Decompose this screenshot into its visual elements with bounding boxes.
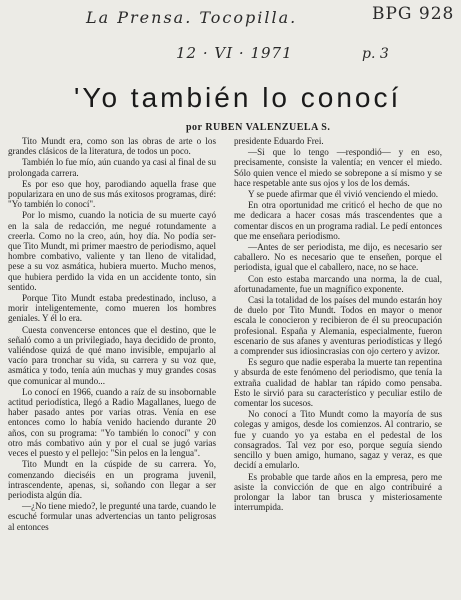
paragraph: Es probable que tarde años en la empresa, pero me asiste la convicción de que en algo contribuiré a prolongar la labor tan brusca y misteriosamente interrumpida. [234, 471, 442, 513]
paragraph: —Antes de ser periodista, me dijo, es necesario ser caballero. No es necesario que te enseñen, porque el periodista, igual que el caballero, nace, no se hace. [234, 242, 442, 273]
article-title: 'Yo también lo conocí [74, 82, 402, 113]
paragraph: Tito Mundt en la cúspide de su carrera. Yo, comenzando dieciséis en un programa juvenil, intrascendente, apenas, si, soñando con llegar a ser periodista algún día. [8, 459, 216, 500]
paragraph: —Si que lo tengo —respondió— y en eso, precisamente, consiste la valentía; en vencer el miedo. Sólo quien vence el miedo se sobrepone a sí mismo y se hace respetable ante sus ojos y los de los demás. [234, 147, 442, 188]
paragraph: Y se puede afirmar que él vivió venciendo el miedo. [248, 189, 439, 200]
article-column-left [8, 136, 216, 600]
handwritten-catalog-code: BPG 928 [372, 4, 455, 24]
paragraph: Es seguro que nadie esperaba la muerte tan repentina y absurda de este fenómeno del periodismo, que tenía la extraña cualidad de hablar tan rápido como pensaba. Esto le sirvió para su característico y peculiar estilo de comentar los sucesos. [234, 357, 442, 409]
paragraph: Porque Tito Mundt estaba predestinado, incluso, a morir inteligentemente, como mueren los hombres geniales. Y él lo era. [8, 293, 216, 324]
paragraph: Tito Mundt era, como son las obras de arte o los grandes clásicos de la literatura, de todos un poco. [8, 136, 216, 157]
paragraph: No conocí a Tito Mundt como la mayoría de sus colegas y amigos, desde los comienzos. Al contrario, se fue y cuando yo ya estaba en el pedestal de los consagrados. Tal vez por eso, porque seguía siendo sencillo y buen amigo, humano, sagaz y veraz, es que decidí a emularlo. [234, 409, 442, 471]
paragraph: También lo fue mío, aún cuando ya casi al final de su prolongada carrera. [8, 157, 216, 178]
paragraph: —¿No tiene miedo?, le pregunté una tarde, cuando le escuché formular unas advertencias un tanto peligrosas al entonces [8, 501, 216, 532]
paragraph: Con esto estaba marcando una norma, la de cual, afortunadamente, fue un magnífico exponente. [234, 273, 442, 294]
paragraph: Es por eso que hoy, parodiando aquella frase que popularizara en uno de sus más exitosos programas, diré: "Yo también lo conocí". [8, 178, 216, 210]
article-column-right [234, 136, 442, 600]
handwritten-page: p. 3 [362, 46, 389, 62]
paragraph: En otra oportunidad me criticó el hecho de que no me dedicara a hacer cosas más trascendentes que a comentar discos en un programa radial. Le pedí entonces que me enseñara periodismo. [234, 200, 442, 241]
paragraph: Cuesta convencerse entonces que el destino, que le señaló como a un privilegiado, haya decidido de pronto, valiéndose quizá de qué mano invisible, empujarlo al vacío para tronchar su vida, su carrera y su voz que, asmática y todo, tenía aún muchas y muy grandes cosas que comunicar al mundo... [8, 324, 216, 386]
handwritten-date: 12 · VI · 1971 [176, 44, 293, 62]
paragraph: Lo conocí en 1966, cuando a raíz de su insobornable actitud periodística, llegó a Radio Magallanes, luego de haber pasado antes por varias otras. Venía en ese entonces como lo había venido haciendo durante 20 años, con su programa: "Yo también lo conocí" y con otro más combativo aún y por el cual se jugó varias veces el puesto y el pellejo: "Sin pelos en la lengua". [8, 386, 216, 459]
paragraph: presidente Eduardo Frei. [234, 136, 324, 146]
handwritten-source: La Prensa. Tocopilla. [86, 8, 298, 27]
article-byline: por RUBEN VALENZUELA S. [186, 122, 331, 133]
paragraph: Por lo mismo, cuando la noticia de su muerte cayó en la sala de redacción, me negué rotundamente a creerla. Como no la creo, aún, hoy día. No podía ser- que Tito Mundt, mi primer maestro de periodismo, aquel hombre combativo, valiente y tan lleno de vitalidad, pese a su voz asmática, hubiera muerto. Mucho menos, que hubiera perdido la vida en un accidente tonto, sin sentido. [8, 210, 216, 292]
paragraph: Casi la totalidad de los países del mundo estarán hoy de duelo por Tito Mundt. Todos en mayor o menor escala le conocieron y recibieron de él su preocupación profesional. España y Alemania, especialmente, fueron escenario de sus afanes y aventuras periodísticas y llegó a comprender sus idiosincrasias con ojo certero y avizor. [234, 295, 442, 357]
